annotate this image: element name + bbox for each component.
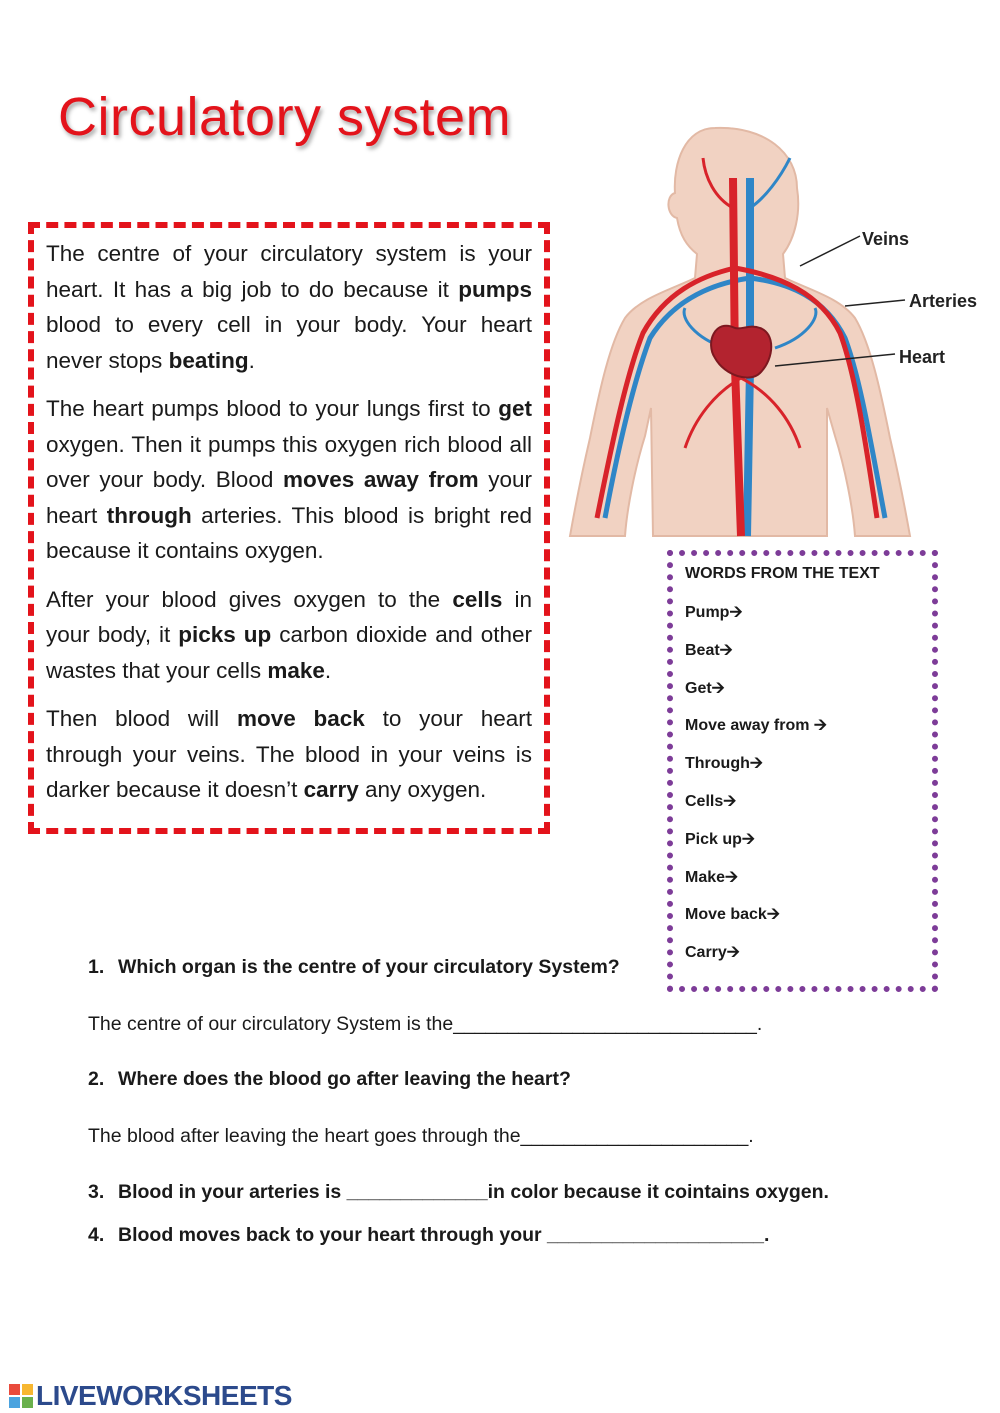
liveworksheets-logo — [8, 1380, 292, 1412]
word-item: Beat🡪 — [685, 641, 733, 659]
answer-2[interactable]: The blood after leaving the heart goes through the_____________________. — [88, 1125, 754, 1147]
answer-1[interactable]: The centre of our circulatory System is the____________________________. — [88, 1013, 763, 1035]
word-item: Make🡪 — [685, 868, 739, 886]
page-title: Circulatory system — [58, 87, 512, 147]
reading-paragraph: The centre of your circulatory system is your heart. It has a big job to do because it pumps blood to every cell in your body. Your heart never stops beating. — [46, 241, 532, 373]
word-item: Pick up🡪 — [685, 830, 755, 848]
word-item: Move back🡪 — [685, 906, 780, 924]
word-item: Get🡪 — [685, 679, 725, 697]
label-veins: Veins — [862, 229, 910, 249]
question-4[interactable]: 4. Blood moves back to your heart through your ____________________. — [88, 1224, 770, 1246]
words-title: WORDS FROM THE TEXT — [685, 565, 880, 582]
reading-paragraph: The heart pumps blood to your lungs first to get oxygen. Then it pumps this oxygen rich blood all over your body. Blood moves away from your heart through arteries. This blood is bright red because it contains oxygen. — [46, 396, 532, 563]
word-item: Cells🡪 — [685, 792, 737, 810]
logo-icon — [8, 1383, 34, 1409]
question-2: 2. Where does the blood go after leaving the heart? — [88, 1068, 571, 1090]
word-item: Move away from 🡪 — [685, 717, 827, 735]
reading-text — [46, 236, 532, 821]
question-3[interactable]: 3. Blood in your arteries is _____________in color because it cointains oxygen. — [88, 1181, 829, 1203]
question-1: 1. Which organ is the centre of your circulatory System? — [88, 956, 620, 978]
word-item: Through🡪 — [685, 755, 763, 773]
label-arteries: Arteries — [909, 291, 978, 311]
reading-paragraph: Then blood will move back to your heart through your veins. The blood in your veins is darker because it doesn’t carry any oxygen. — [46, 706, 532, 802]
words-list — [685, 602, 827, 980]
label-heart: Heart — [899, 347, 946, 367]
word-item: Carry🡪 — [685, 944, 740, 962]
reading-paragraph: After your blood gives oxygen to the cells in your body, it picks up carbon dioxide and other wastes that your cells make. — [46, 586, 533, 683]
circulatory-illustration — [565, 118, 995, 538]
word-item: Pump🡪 — [685, 604, 743, 621]
logo-text: LIVEWORKSHEETS — [36, 1380, 292, 1411]
